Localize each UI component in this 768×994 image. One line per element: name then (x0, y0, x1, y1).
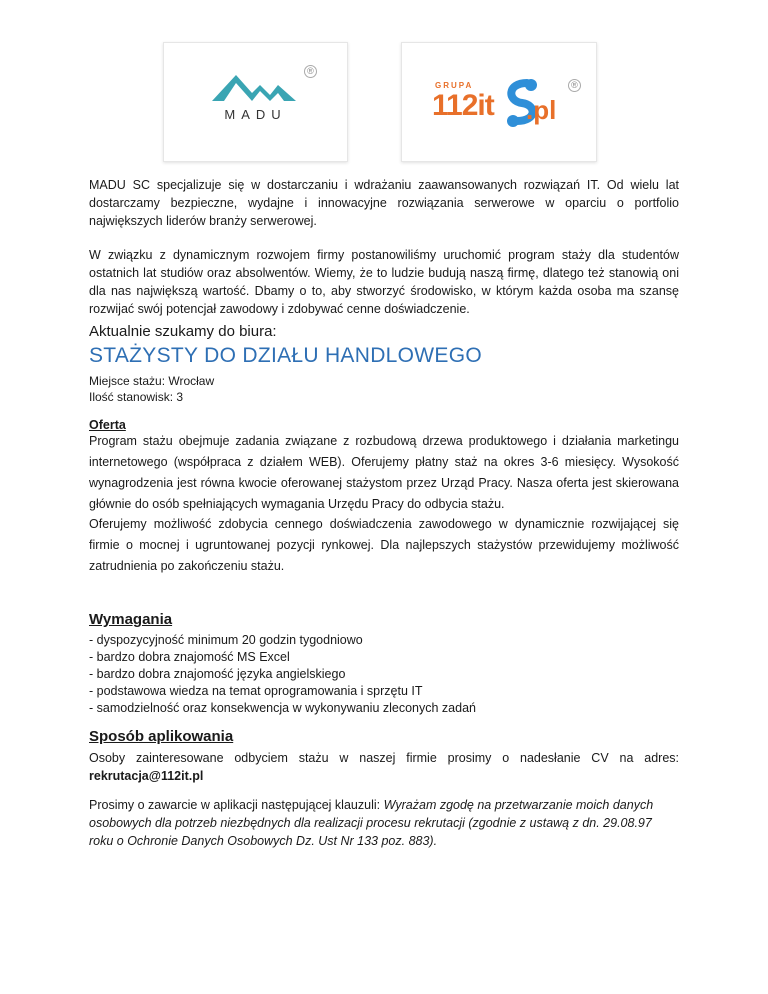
requirements-list (89, 632, 679, 717)
looking-for-label: Aktualnie szukamy do biura: (89, 323, 277, 340)
requirement-item: - samodzielność oraz konsekwencja w wykonywaniu zleconych zadań (89, 701, 476, 715)
offer-paragraph-1: Program stażu obejmuje zadania związane z rozbudową drzewa produktowego i działania marketingu internetowego (współpraca z działem WEB). Oferujemy płatny staż na okres 3-6 miesięcy. Wysokość wynagrodzenia jest równa kwocie oferowanej stażystom przez Urząd Pracy. Nasza oferta jest skierowana głównie do osób spełniających wymagania Urzędu Pracy do odbycia stażu. (89, 434, 679, 511)
requirement-item: - podstawowa wiedza na temat oprogramowania i sprzętu IT (89, 684, 423, 698)
requirement-item: - dyspozycyjność minimum 20 godzin tygodniowo (89, 633, 363, 647)
clause-intro: Prosimy o zawarcie w aplikacji następującej klauzuli: (89, 798, 384, 812)
grupa-112it-logo (401, 42, 597, 162)
offer-paragraph-2: Oferujemy możliwość zdobycia cennego doświadczenia zawodowego w dynamicznie rozwijającej się firmie o mocnej i ugruntowanej pozycji rynkowej. Dla najlepszych stażystów przewidujemy możliwość zatrudnienia po zakończeniu stażu. (89, 517, 679, 573)
apply-email[interactable]: rekrutacja@112it.pl (89, 769, 204, 783)
pl-domain: .pl (526, 95, 557, 125)
112it-wordmark: 112it (432, 89, 494, 122)
requirements-heading: Wymagania (89, 611, 173, 628)
intro-paragraph-2: W związku z dynamicznym rozwojem firmy postanowiliśmy uruchomić program staży dla studentów ostatnich lat studiów oraz absolwentów. Wiemy, że to ludzie budują naszą firmę, dlatego też stanowią oni dla nas największą wartość. Dbamy o to, aby stworzyć środowisko, w którym każda osoba ma szansę rozwijać swój potencjał zawodowy i zdobywać cenne doświadczenie. (89, 248, 679, 316)
position-title: STAŻYSTY DO DZIAŁU HANDLOWEGO (89, 344, 482, 367)
madu-wordmark: MADU (224, 107, 287, 122)
madu-mountains-icon (164, 43, 347, 161)
registered-mark: ® (304, 65, 317, 78)
offer-heading: Oferta (89, 418, 126, 432)
positions-count-text: Ilość stanowisk: 3 (89, 390, 184, 404)
intro-paragraph-1: MADU SC specjalizuje się w dostarczaniu i wdrażaniu zaawansowanych rozwiązań IT. Od wielu lat dostarczamy bezpieczne, wydajne i innowacyjne rozwiązania serwerowe w oparciu o portfolio największych liderów branży serwerowej. (89, 178, 679, 228)
position-meta (89, 373, 679, 405)
registered-mark: ® (568, 79, 581, 92)
clause-text: Wyrażam zgodę na przetwarzanie moich danych osobowych dla potrzeb niezbędnych dla realizacji procesu rekrutacji (zgodnie z ustawą z dn. 29.08.97 roku o Ochronie Danych Osobowych Dz. Ust Nr 133 poz. 883). (89, 798, 654, 848)
requirement-item: - bardzo dobra znajomość języka angielskiego (89, 667, 346, 681)
clause-paragraph (89, 796, 679, 850)
apply-paragraph (89, 749, 679, 785)
location-text: Miejsce stażu: Wrocław (89, 374, 215, 388)
grupa-label: GRUPA (435, 81, 474, 90)
apply-heading: Sposób aplikowania (89, 728, 234, 745)
requirement-item: - bardzo dobra znajomość MS Excel (89, 650, 290, 664)
apply-text: Osoby zainteresowane odbyciem stażu w naszej firmie prosimy o nadesłanie CV na adres: (89, 751, 679, 765)
madu-logo (163, 42, 348, 162)
